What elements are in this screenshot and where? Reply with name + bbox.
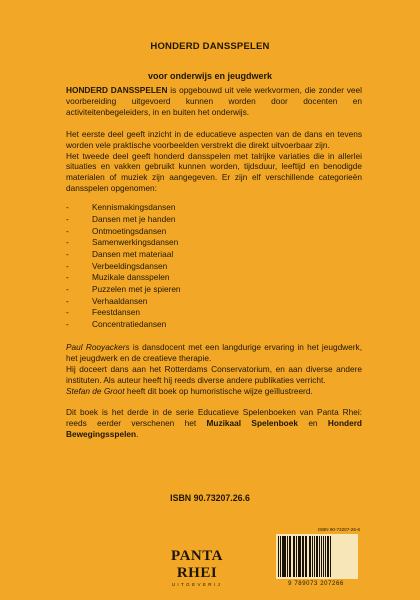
cover-body xyxy=(66,85,362,440)
category-label: Feestdansen xyxy=(92,307,140,318)
category-label: Concentratiedansen xyxy=(92,319,167,330)
category-label: Samenwerkingsdansen xyxy=(92,237,179,248)
category-label: Dansen met materiaal xyxy=(92,248,174,259)
category-item xyxy=(66,214,362,226)
category-item xyxy=(66,202,362,214)
series-book-1: Muzikaal Spelenboek xyxy=(206,418,298,429)
intro-text: is opgebouwd uit vele werkvormen, die zonder veel voorbereiding uitgevoerd kunnen worden door docenten en activiteitenbegeleiders, in en buiten het onderwijs. xyxy=(66,85,362,117)
illustrator-name: Stefan de Groot xyxy=(66,385,125,396)
category-item xyxy=(66,261,362,273)
barcode-bar xyxy=(330,536,331,577)
list-dash: - xyxy=(66,237,69,248)
list-dash: - xyxy=(66,284,69,295)
cover-subtitle: voor onderwijs en jeugdwerk xyxy=(147,71,273,81)
barcode-digits: 9 789073 207266 xyxy=(288,581,344,587)
illustrator-text: heeft dit boek op humoristische wijze geïllustreerd. xyxy=(124,385,313,396)
list-dash: - xyxy=(66,260,69,271)
category-label: Kennismakingsdansen xyxy=(92,202,176,213)
author-text: is dansdocent met een langdurige ervaring in het jeugdwerk, het jeugdwerk en de creatieve therapie. xyxy=(66,341,363,363)
list-dash: - xyxy=(66,213,69,224)
publisher-tagline: UITGEVERIJ xyxy=(171,582,223,587)
category-item xyxy=(66,319,362,331)
barcode-icon xyxy=(276,534,358,579)
category-item xyxy=(66,307,362,319)
category-item xyxy=(66,284,362,296)
list-dash: - xyxy=(66,295,69,306)
series-book-2: Honderd Bewegingsspelen xyxy=(66,418,362,440)
part2-paragraph: Het tweede deel geeft honderd dansspelen met talrijke variaties die in allerlei situaties en vakken gebruikt kunnen worden, tijdsduur, leeftijd en benodigde materialen of muziek zijn aangegeven. Er zijn elf verschillende categorieën dansspelen opgenomen: xyxy=(66,150,362,194)
publisher-name: PANTA RHEI xyxy=(171,548,223,581)
category-label: Puzzelen met je spieren xyxy=(92,284,181,295)
barcode-isbn-code: ISBN 90-73207-26-6 xyxy=(317,527,360,532)
category-label: Muzikale dansspelen xyxy=(92,272,170,283)
list-dash: - xyxy=(66,307,69,318)
category-label: Verhaaldansen xyxy=(92,295,148,306)
list-dash: - xyxy=(66,272,69,283)
series-text-2: en xyxy=(297,418,328,429)
category-label: Dansen met je handen xyxy=(92,213,176,224)
author-paragraph-2: Hij doceert dans aan het Rotterdams Conservatorium, en aan diverse andere instituten. Als auteur heeft hij reeds diverse andere publikaties verricht. xyxy=(66,363,362,385)
category-label: Verbeeldingsdansen xyxy=(92,260,168,271)
series-text: Dit boek is het derde in de serie Educatieve Spelenboeken van Panta Rhei: reeds eerder verschenen het xyxy=(66,407,362,429)
category-item xyxy=(66,237,362,249)
illustrator-paragraph xyxy=(66,386,362,397)
cover-title: HONDERD DANSSPELEN xyxy=(150,41,270,52)
category-item xyxy=(66,272,362,284)
isbn-number: ISBN 90.73207.26.6 xyxy=(170,493,250,503)
series-text-3: . xyxy=(136,429,139,440)
category-list xyxy=(66,202,362,331)
list-dash: - xyxy=(66,202,69,213)
series-paragraph xyxy=(66,407,362,440)
part1-paragraph: Het eerste deel geeft inzicht in de educatieve aspecten van de dans en tevens worden vele praktische voorbeelden verstrekt die direkt uitvoerbaar zijn. xyxy=(66,128,362,150)
category-item xyxy=(66,226,362,238)
author-paragraph xyxy=(66,342,362,364)
list-dash: - xyxy=(66,319,69,330)
publisher-logo xyxy=(152,548,242,588)
category-item xyxy=(66,249,362,261)
category-item xyxy=(66,296,362,308)
category-label: Ontmoetingsdansen xyxy=(92,225,167,236)
intro-paragraph xyxy=(66,85,362,118)
barcode-block xyxy=(272,527,360,589)
intro-lead: HONDERD DANSSPELEN xyxy=(66,85,168,95)
list-dash: - xyxy=(66,225,69,236)
author-name: Paul Rooyackers xyxy=(66,341,130,352)
list-dash: - xyxy=(66,248,69,259)
